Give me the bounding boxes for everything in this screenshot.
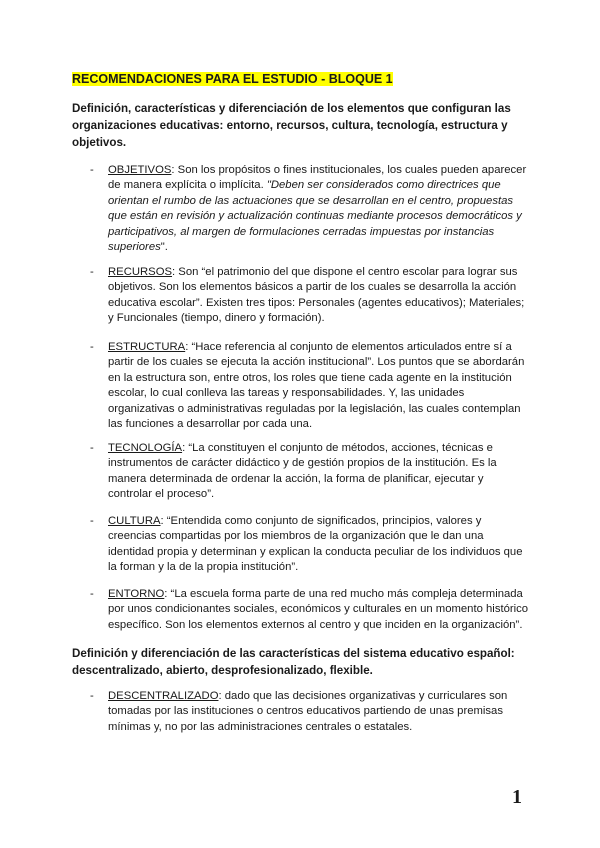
definition-text: : “La escuela forma parte de una red mucho más compleja determinada por unos condicionantes sociales, económicos y culturales en un momento histórico específico. Son los elementos externos al centro y que inciden en la organización”. xyxy=(108,588,529,631)
term-tecnologia: TECNOLOGÍA xyxy=(108,442,183,454)
list-item-recursos xyxy=(90,265,530,327)
list-item-body xyxy=(108,587,530,633)
list-item-body xyxy=(108,514,530,576)
term-entorno: ENTORNO xyxy=(108,588,165,600)
definition-text: : Son “el patrimonio del que dispone el centro escolar para lograr sus objetivos. Son los elementos básicos a partir de los cuales se desarrolla la acción educativa escolar”. Existen tres tipos: Personales (agentes educativos); Materiales; y Funcionales (tiempo, dinero y formación). xyxy=(108,266,525,325)
list-bullet: - xyxy=(90,442,94,454)
list-bullet: - xyxy=(90,266,94,278)
list-item-cultura xyxy=(90,514,530,576)
list-bullet: - xyxy=(90,164,94,176)
term-descentralizado: DESCENTRALIZADO xyxy=(108,690,219,702)
list-item-body xyxy=(108,441,530,503)
list-item-body xyxy=(108,265,530,327)
section-heading-organizations: Definición, características y diferenciación de los elementos que configuran las organizaciones educativas: entorno, recursos, cultura, tecnología, estructura y objetivos. xyxy=(72,102,511,149)
definition-text: : “Entendida como conjunto de significados, principios, valores y creencias compartidas por los miembros de la organización que le dan una identidad propia y determinan y explican la conducta peculiar de los individuos que la forman y la de la propia institución”. xyxy=(108,515,523,574)
highlighted-title-text: RECOMENDACIONES PARA EL ESTUDIO - BLOQUE 1 xyxy=(72,72,393,86)
definition-text: : Son los propósitos o fines institucionales, los cuales pueden aparecer de manera explícita o implícita. xyxy=(108,164,527,192)
definition-quote-end: ". xyxy=(160,241,168,254)
definition-text: : dado que las decisiones organizativas y curriculares son tomadas por las instituciones o centros educativos partiendo de unas premisas mínimas y, no por las administraciones centrales o estatales. xyxy=(108,690,508,733)
list-item-objetivos xyxy=(90,163,530,255)
list-item-estructura xyxy=(90,340,530,432)
list-bullet: - xyxy=(90,690,94,702)
section-heading-education-system: Definición y diferenciación de las características del sistema educativo español: descentralizado, abierto, desprofesionalizado, flexible. xyxy=(72,647,515,677)
term-cultura: CULTURA xyxy=(108,515,161,527)
list-item-body xyxy=(108,689,530,735)
document-title xyxy=(72,72,393,86)
list-item-entorno xyxy=(90,587,530,633)
definition-quote: "Deben ser considerados como directrices que orientan el rumbo de las actuaciones que se desarrollan en el centro, propuestas que están en revisión y actualización continuas mediante procesos democráticos y participativos, al margen de formulaciones cerradas impuestas por instancias superiores xyxy=(108,179,522,254)
page-number: 1 xyxy=(512,786,522,808)
list-item-tecnologia xyxy=(90,441,530,503)
term-objetivos: OBJETIVOS xyxy=(108,164,172,176)
list-item-body xyxy=(108,340,530,432)
list-bullet: - xyxy=(90,341,94,353)
list-item-descentralizado xyxy=(90,689,530,735)
term-estructura: ESTRUCTURA xyxy=(108,341,186,353)
definition-text: : “La constituyen el conjunto de métodos, acciones, técnicas e instrumentos de carácter didáctico y de gestión propios de la institución. Es la manera determinada de ordenar la acción, la forma de planificar, ejecutar y controlar el proceso”. xyxy=(108,442,497,501)
term-recursos: RECURSOS xyxy=(108,266,173,278)
list-item-body xyxy=(108,163,530,255)
list-bullet: - xyxy=(90,588,94,600)
list-bullet: - xyxy=(90,515,94,527)
definition-text: : “Hace referencia al conjunto de elementos articulados entre sí a partir de los cuales se ejecuta la acción institucional”. Los puntos que se abordarán en la estructura son, entre otros, los roles que tiene cada agente en la institución escolar, lo cual conlleva las tareas y responsabilidades. Y, las unidades organizativas o administrativas reguladas por la legislación, las cuales contemplan las funciones a desarrollar por cada una. xyxy=(108,341,525,431)
